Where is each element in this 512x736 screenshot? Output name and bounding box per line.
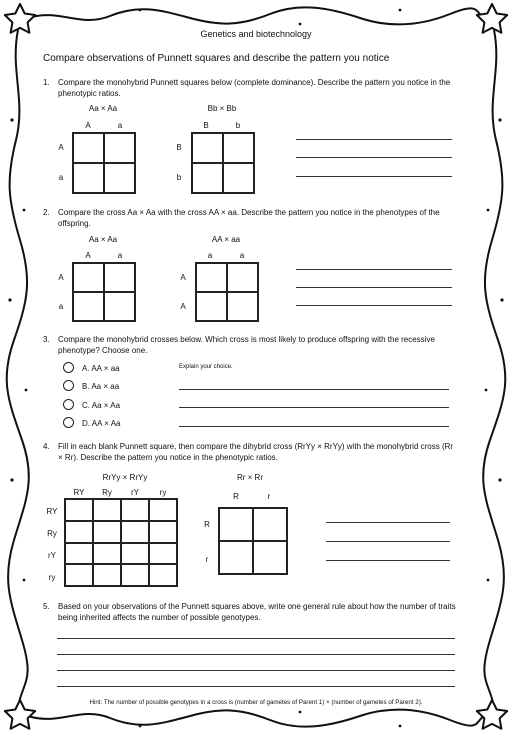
punnett-square bbox=[195, 262, 259, 322]
punnett-cell[interactable] bbox=[73, 163, 104, 193]
punnett-cell[interactable] bbox=[149, 543, 177, 565]
option-a-radio[interactable] bbox=[63, 362, 74, 373]
punnett-cell[interactable] bbox=[196, 292, 227, 321]
question-number: 3. bbox=[43, 335, 50, 344]
question-5 bbox=[43, 601, 463, 625]
answer-line[interactable] bbox=[179, 407, 449, 408]
cross-label: Aa × Aa bbox=[88, 235, 118, 244]
option-d-radio[interactable] bbox=[63, 417, 74, 428]
punnett-cell[interactable] bbox=[121, 499, 149, 521]
allele-label: A bbox=[85, 121, 91, 130]
punnett-cell[interactable] bbox=[73, 292, 104, 321]
answer-line[interactable] bbox=[57, 654, 455, 655]
punnett-cell[interactable] bbox=[227, 292, 258, 321]
punnett-cell[interactable] bbox=[227, 263, 258, 292]
option-b-radio[interactable] bbox=[63, 380, 74, 391]
punnett-cell[interactable] bbox=[149, 499, 177, 521]
punnett-cell[interactable] bbox=[104, 163, 135, 193]
punnett-cell[interactable] bbox=[192, 163, 223, 193]
answer-line[interactable] bbox=[57, 686, 455, 687]
punnett-cell[interactable] bbox=[65, 564, 93, 586]
gamete-label: RY bbox=[46, 507, 58, 516]
option-c-radio[interactable] bbox=[63, 399, 74, 410]
cross-label: Rr × Rr bbox=[237, 473, 263, 482]
answer-line[interactable] bbox=[57, 670, 455, 671]
punnett-cell[interactable] bbox=[121, 543, 149, 565]
cross-label: Bb × Bb bbox=[207, 104, 237, 113]
answer-line[interactable] bbox=[326, 522, 450, 523]
answer-line[interactable] bbox=[296, 139, 452, 140]
question-4 bbox=[43, 441, 463, 465]
hint-text: Hint: The number of possible genotypes in a cross is (number of gametes of Parent 1) × (number of gametes of Parent 2). bbox=[89, 699, 423, 706]
answer-line[interactable] bbox=[57, 638, 455, 639]
gamete-label: ry bbox=[48, 573, 56, 582]
punnett-cell[interactable] bbox=[93, 521, 121, 543]
monohybrid-punnett-square bbox=[218, 507, 288, 575]
allele-label: A bbox=[58, 273, 64, 282]
allele-label: A bbox=[85, 251, 91, 260]
allele-label: r bbox=[267, 492, 271, 501]
answer-line[interactable] bbox=[179, 389, 449, 390]
allele-label: R bbox=[233, 492, 239, 501]
worksheet-heading: Compare observations of Punnett squares and describe the pattern you notice bbox=[43, 53, 390, 64]
gamete-label: Ry bbox=[102, 488, 112, 497]
punnett-cell[interactable] bbox=[196, 263, 227, 292]
option-d-label: D. AA × Aa bbox=[82, 419, 121, 428]
punnett-cell[interactable] bbox=[253, 508, 287, 541]
answer-line[interactable] bbox=[326, 560, 450, 561]
cross-label: AA × aa bbox=[211, 235, 241, 244]
punnett-cell[interactable] bbox=[65, 543, 93, 565]
punnett-square bbox=[72, 132, 136, 194]
question-2 bbox=[43, 207, 463, 231]
question-number: 1. bbox=[43, 78, 50, 87]
allele-label: R bbox=[204, 520, 210, 529]
allele-label: a bbox=[117, 251, 123, 260]
punnett-cell[interactable] bbox=[93, 543, 121, 565]
gamete-label: RY bbox=[73, 488, 85, 497]
allele-label: a bbox=[239, 251, 245, 260]
punnett-cell[interactable] bbox=[104, 292, 135, 321]
punnett-square bbox=[191, 132, 255, 194]
punnett-cell[interactable] bbox=[223, 133, 254, 163]
punnett-cell[interactable] bbox=[121, 521, 149, 543]
allele-label: b bbox=[235, 121, 241, 130]
allele-label: B bbox=[176, 143, 182, 152]
punnett-cell[interactable] bbox=[73, 263, 104, 292]
option-a-label: A. AA × aa bbox=[82, 364, 120, 373]
allele-label: A bbox=[180, 273, 186, 282]
punnett-cell[interactable] bbox=[73, 133, 104, 163]
punnett-cell[interactable] bbox=[223, 163, 254, 193]
gamete-label: ry bbox=[159, 488, 167, 497]
question-number: 4. bbox=[43, 442, 50, 451]
punnett-cell[interactable] bbox=[253, 541, 287, 574]
gamete-label: rY bbox=[131, 488, 139, 497]
punnett-cell[interactable] bbox=[93, 499, 121, 521]
answer-line[interactable] bbox=[296, 176, 452, 177]
allele-label: a bbox=[58, 173, 64, 182]
answer-line[interactable] bbox=[326, 541, 450, 542]
page-title: Genetics and biotechnology bbox=[200, 29, 312, 39]
question-text: Compare the monohybrid crosses below. Which cross is most likely to produce offspring with the recessive phenotype? Choose one. bbox=[58, 335, 435, 355]
question-text: Compare the monohybrid Punnett squares below (complete dominance). Describe the pattern you notice in the phenotypic ratios. bbox=[58, 78, 451, 98]
question-number: 5. bbox=[43, 602, 50, 611]
allele-label: a bbox=[117, 121, 123, 130]
option-b-label: B. Aa × aa bbox=[82, 382, 120, 391]
question-text: Based on your observations of the Punnett squares above, write one general rule about how the number of traits being inherited affects the number of possible genotypes. bbox=[58, 602, 456, 622]
punnett-cell[interactable] bbox=[121, 564, 149, 586]
punnett-cell[interactable] bbox=[149, 521, 177, 543]
dihybrid-punnett-square bbox=[64, 498, 178, 587]
punnett-cell[interactable] bbox=[65, 499, 93, 521]
punnett-cell[interactable] bbox=[219, 541, 253, 574]
punnett-cell[interactable] bbox=[149, 564, 177, 586]
allele-label: A bbox=[58, 143, 64, 152]
punnett-cell[interactable] bbox=[93, 564, 121, 586]
question-text: Compare the cross Aa × Aa with the cross AA × aa. Describe the pattern you notice in the phenotypes of the offspring. bbox=[58, 208, 440, 228]
allele-label: A bbox=[180, 302, 186, 311]
answer-line[interactable] bbox=[296, 157, 452, 158]
allele-label: r bbox=[205, 555, 209, 564]
allele-label: B bbox=[203, 121, 209, 130]
allele-label: b bbox=[176, 173, 182, 182]
cross-label: Aa × Aa bbox=[88, 104, 118, 113]
explain-prompt: Explain your choice. bbox=[179, 364, 233, 370]
question-3 bbox=[43, 334, 463, 358]
punnett-cell[interactable] bbox=[65, 521, 93, 543]
allele-label: a bbox=[58, 302, 64, 311]
punnett-cell[interactable] bbox=[104, 133, 135, 163]
punnett-square bbox=[72, 262, 136, 322]
punnett-cell[interactable] bbox=[192, 133, 223, 163]
answer-line[interactable] bbox=[296, 287, 452, 288]
option-c-label: C. Aa × Aa bbox=[82, 401, 121, 410]
question-text: Fill in each blank Punnett square, then compare the dihybrid cross (RrYy × RrYy) with the monohybrid cross (Rr × Rr). Describe the pattern you notice in the phenotypic ratios. bbox=[58, 442, 454, 462]
answer-line[interactable] bbox=[296, 269, 452, 270]
answer-line[interactable] bbox=[296, 305, 452, 306]
gamete-label: rY bbox=[48, 551, 56, 560]
cross-label: RrYy × RrYy bbox=[102, 473, 148, 482]
gamete-label: Ry bbox=[47, 529, 57, 538]
punnett-cell[interactable] bbox=[104, 263, 135, 292]
allele-label: a bbox=[207, 251, 213, 260]
question-number: 2. bbox=[43, 208, 50, 217]
punnett-cell[interactable] bbox=[219, 508, 253, 541]
answer-line[interactable] bbox=[179, 426, 449, 427]
question-1 bbox=[43, 77, 463, 101]
